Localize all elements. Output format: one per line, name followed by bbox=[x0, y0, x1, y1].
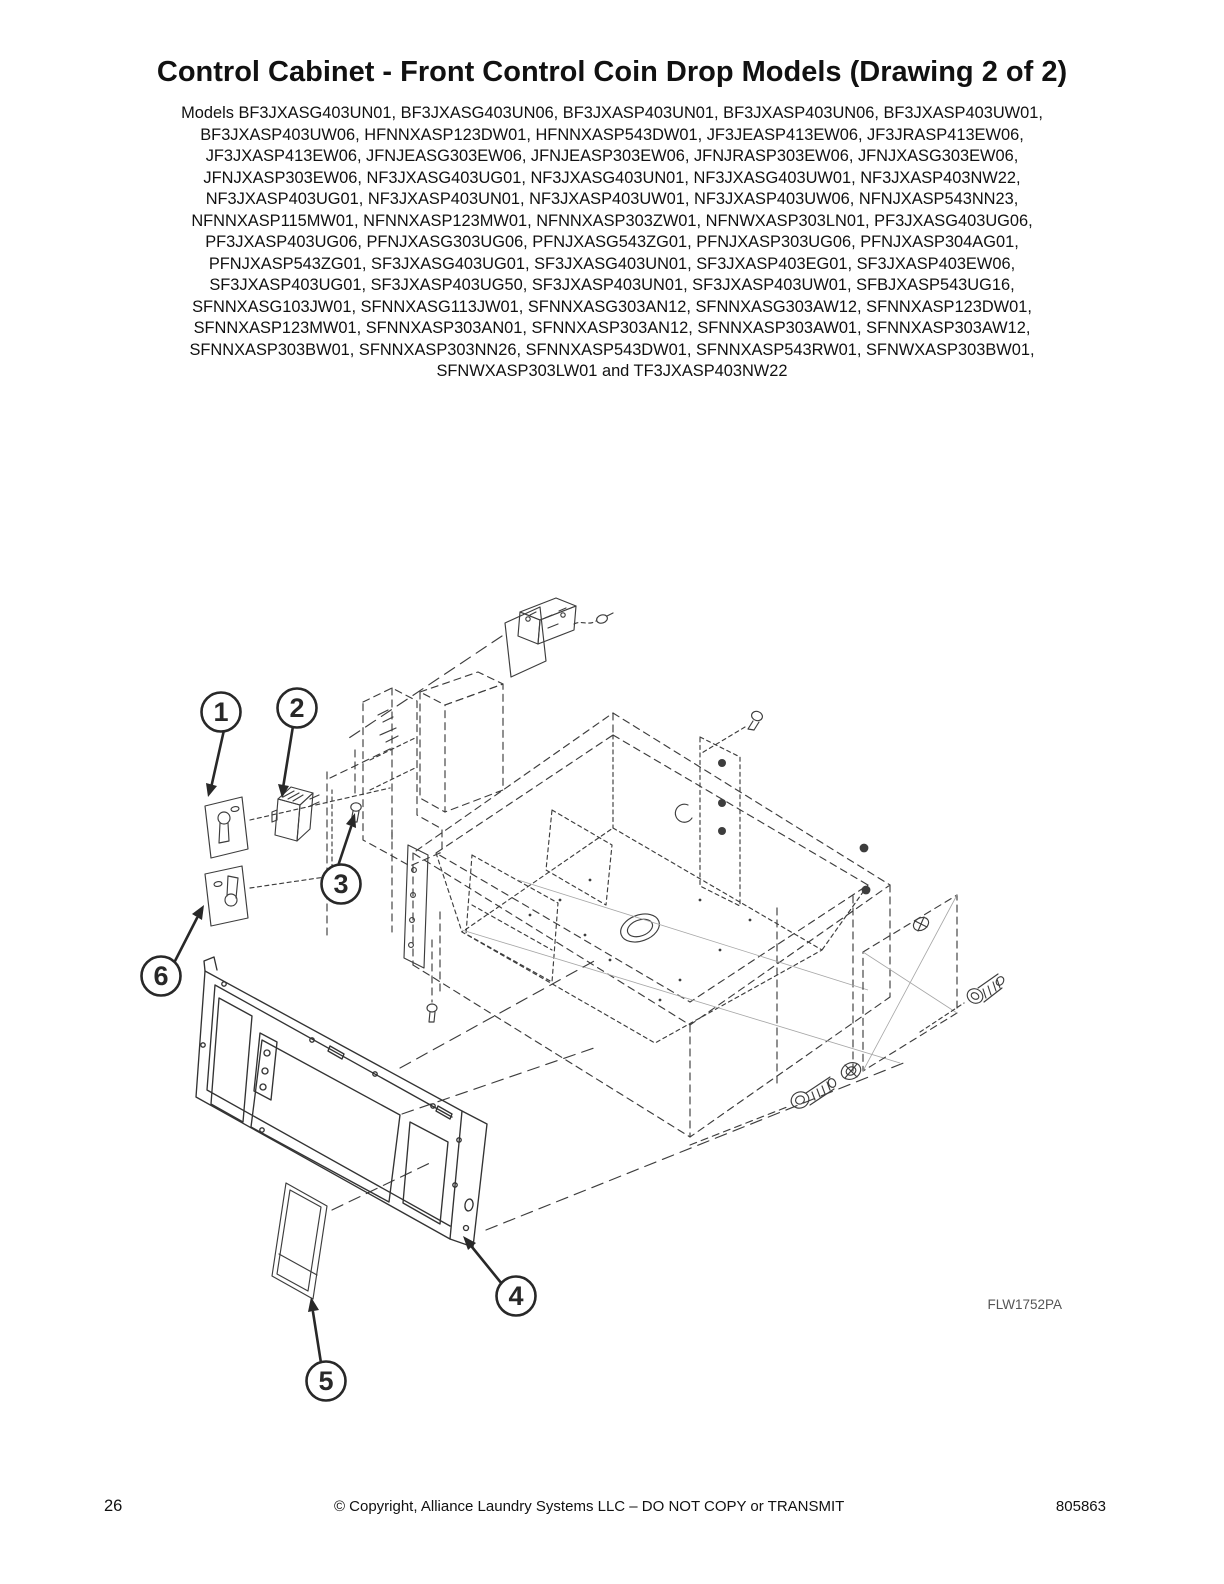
leader-lines bbox=[332, 960, 906, 1230]
page-number: 26 bbox=[104, 1497, 123, 1515]
callout-6 bbox=[142, 905, 205, 996]
coin-sensor-assembly bbox=[346, 598, 613, 740]
svg-text:3: 3 bbox=[333, 869, 349, 899]
figure-code: FLW1752PA bbox=[987, 1297, 1062, 1312]
cabinet-shell bbox=[413, 713, 900, 1137]
part-2-switch bbox=[272, 787, 319, 841]
bolt-right bbox=[920, 974, 1005, 1032]
screw-small bbox=[427, 940, 437, 1022]
models-line: JFNJXASP303EW06, NF3JXASG403UG01, NF3JXASG403UN01, NF3JXASG403UW01, NF3JXASP403NW22, bbox=[203, 168, 1021, 187]
svg-text:2: 2 bbox=[289, 693, 305, 723]
callout-5 bbox=[307, 1297, 346, 1401]
models-line: BF3JXASP403UW06, HFNNXASP123DW01, HFNNXASP543DW01, JF3JEASP413EW06, JF3JRASP413EW06, bbox=[200, 125, 1024, 144]
models-line: SFNNXASP123MW01, SFNNXASP303AN01, SFNNXASP303AN12, SFNNXASP303AW01, SFNNXASP303AW12, bbox=[193, 319, 1031, 337]
svg-text:1: 1 bbox=[213, 697, 229, 727]
models-line: SFNNXASP303BW01, SFNNXASP303NN26, SFNNXASP543DW01, SFNNXASP543RW01, SFNWXASP303BW01, bbox=[189, 340, 1035, 359]
part-5-overlay-plate bbox=[272, 1183, 327, 1299]
svg-text:6: 6 bbox=[153, 961, 169, 991]
part-6-lock-plate bbox=[205, 866, 248, 926]
page-footer bbox=[104, 1497, 1106, 1516]
models-line: PF3JXASP403UG06, PFNJXASG303UG06, PFNJXASG543ZG01, PFNJXASP303UG06, PFNJXASP304AG01, bbox=[205, 233, 1019, 251]
washer-and-screw bbox=[690, 1060, 863, 1145]
models-line: PFNJXASP543ZG01, SF3JXASG403UG01, SF3JXASG403UN01, SF3JXASP403EG01, SF3JXASP403EW06, bbox=[208, 254, 1016, 273]
svg-text:5: 5 bbox=[318, 1366, 334, 1396]
models-line: Models BF3JXASG403UN01, BF3JXASG403UN06, BF3JXASP403UN01, BF3JXASP403UN06, BF3JXASP403UW01, bbox=[181, 104, 1043, 122]
svg-text:4: 4 bbox=[508, 1281, 524, 1311]
doc-number: 805863 bbox=[1055, 1498, 1106, 1515]
screw-top-right bbox=[700, 710, 764, 754]
callout-4 bbox=[463, 1236, 536, 1316]
callout-1 bbox=[202, 693, 241, 798]
part-4-control-panel bbox=[196, 957, 487, 1247]
copyright-notice: © Copyright, Alliance Laundry Systems LLC – DO NOT COPY or TRANSMIT bbox=[333, 1498, 845, 1515]
callout-2 bbox=[278, 689, 317, 799]
models-line: SF3JXASP403UG01, SF3JXASP403UG50, SF3JXASP403UN01, SF3JXASP403UW01, SFBJXASP543UG16, bbox=[209, 276, 1015, 294]
models-line: JF3JXASP413EW06, JFNJEASG303EW06, JFNJEASP303EW06, JFNJRASP303EW06, JFNJXASG303EW06, bbox=[205, 147, 1019, 165]
leader-line bbox=[346, 636, 502, 740]
models-line: SFNNXASG103JW01, SFNNXASG113JW01, SFNNXASG303AN12, SFNNXASG303AW12, SFNNXASP123DW01, bbox=[192, 297, 1032, 316]
page-title: Control Cabinet - Front Control Coin Drop Models (Drawing 2 of 2) bbox=[156, 56, 1068, 88]
models-line: NFNNXASP115MW01, NFNNXASP123MW01, NFNNXASP303ZW01, NFNWXASP303LN01, PF3JXASG403UG06, bbox=[191, 211, 1033, 230]
right-side-panel bbox=[863, 895, 957, 1071]
coin-drop-mount-bracket bbox=[327, 672, 503, 1022]
models-line: NF3JXASP403UG01, NF3JXASP403UN01, NF3JXASP403UW01, NF3JXASP403UW06, NFNJXASP543NN23, bbox=[205, 190, 1019, 208]
models-line: SFNWXASP303LW01 and TF3JXASP403NW22 bbox=[436, 362, 788, 380]
